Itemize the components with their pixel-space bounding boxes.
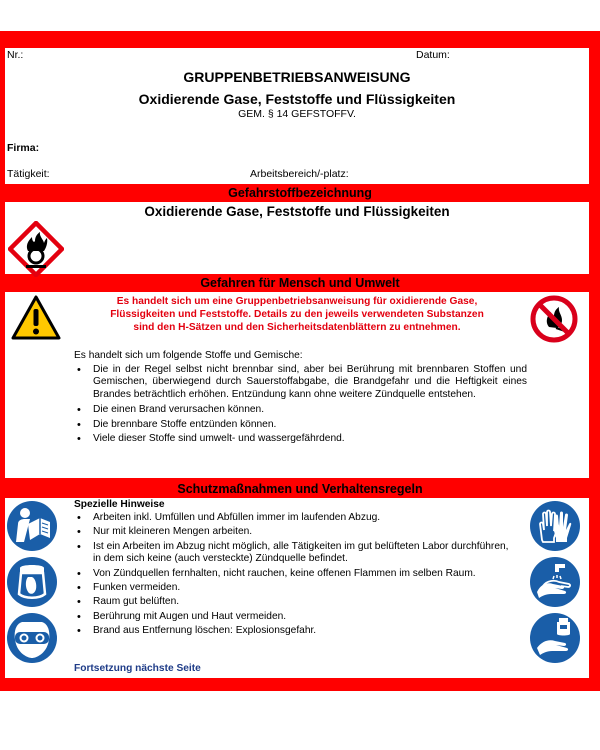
group-instruction-warning-line-1: Es handelt sich um eine Gruppenbetriebsanweisung für oxidierende Gase, (116, 296, 478, 307)
taetigkeit-label: Tätigkeit: (7, 168, 50, 180)
list-item: • Arbeiten inkl. Umfüllen und Abfüllen immer im laufenden Abzug. (74, 512, 514, 524)
nr-label: Nr.: (7, 49, 24, 61)
firma-label: Firma: (7, 142, 40, 154)
list-item: • Funken vermeiden. (74, 582, 514, 594)
protective-gloves-icon (529, 500, 581, 552)
protective-measures-panel (5, 498, 589, 678)
safety-goggles-icon (6, 612, 58, 664)
list-item: • Viele dieser Stoffe sind umwelt- und wassergefährdend. (74, 433, 527, 445)
face-shield-icon (6, 556, 58, 608)
list-item: • Die brennbare Stoffe entzünden können. (74, 419, 527, 431)
special-notes-heading: Spezielle Hinweise (74, 499, 165, 510)
list-item: • Ist ein Arbeiten im Abzug nicht möglich, alle Tätigkeiten im gut belüfteten Labor durchführen, in dem sich keine (auch versteckte) Zündquelle befindet. (74, 541, 514, 566)
list-item: • Brand aus Entfernung löschen: Explosionsgefahr. (74, 625, 514, 637)
group-instruction-warning-line-2: Flüssigkeiten und Feststoffe. Details zu den jeweils verwendeten Substanzen (110, 309, 484, 320)
substances-intro: Es handelt sich um folgende Stoffe und Gemische: (74, 350, 303, 361)
continuation-note: Fortsetzung nächste Seite (74, 663, 201, 674)
list-item: • Von Zündquellen fernhalten, nicht rauchen, keine offenen Flammen im selben Raum. (74, 568, 514, 580)
arbeitsbereich-label: Arbeitsbereich/-platz: (250, 168, 349, 180)
list-item: • Die in der Regel selbst nicht brennbar sind, aber bei Berührung mit brennbaren Stoffen und Gemischen, überwiegend durch Sauerstoffabgabe, die Brandgefahr und die Heftigkeit eines Brandes beträchtlich erhöhen. Entzündung kann ohne weitere Zündquelle entstehen. (74, 364, 527, 401)
hand-cream-icon (529, 612, 581, 664)
list-item: • Raum gut belüften. (74, 596, 514, 608)
list-item: • Berührung mit Augen und Haut vermeiden. (74, 611, 514, 623)
hazards-panel (5, 292, 589, 478)
hazards-list (74, 364, 527, 445)
protective-measures-list (74, 512, 514, 638)
no-open-flame-icon (529, 294, 579, 344)
list-item: • Nur mit kleineren Mengen arbeiten. (74, 526, 514, 538)
document-title: GRUPPENBETRIEBSANWEISUNG (183, 69, 411, 85)
operating-instruction-sheet (0, 31, 600, 691)
datum-label: Datum: (416, 49, 450, 61)
section-heading-protective-measures: Schutzmaßnahmen und Verhaltensregeln (177, 482, 423, 496)
oxidizing-flame-over-circle-icon (8, 221, 64, 277)
document-subtitle: Oxidierende Gase, Feststoffe und Flüssigkeiten (138, 91, 456, 107)
section-heading-hazardous-substance: Gefahrstoffbezeichnung (228, 186, 372, 200)
list-item: • Die einen Brand verursachen können. (74, 404, 527, 416)
regulation-reference: GEM. § 14 GEFSTOFFV. (238, 108, 356, 120)
substance-panel (5, 202, 589, 274)
header-panel (5, 48, 589, 184)
substance-name: Oxidierende Gase, Feststoffe und Flüssigkeiten (144, 204, 450, 219)
section-heading-hazards: Gefahren für Mensch und Umwelt (200, 276, 400, 290)
wash-hands-icon (529, 556, 581, 608)
read-instructions-icon (6, 500, 58, 552)
group-instruction-warning-line-3: sind den H-Sätzen und den Sicherheitsdatenblättern zu entnehmen. (133, 322, 461, 333)
